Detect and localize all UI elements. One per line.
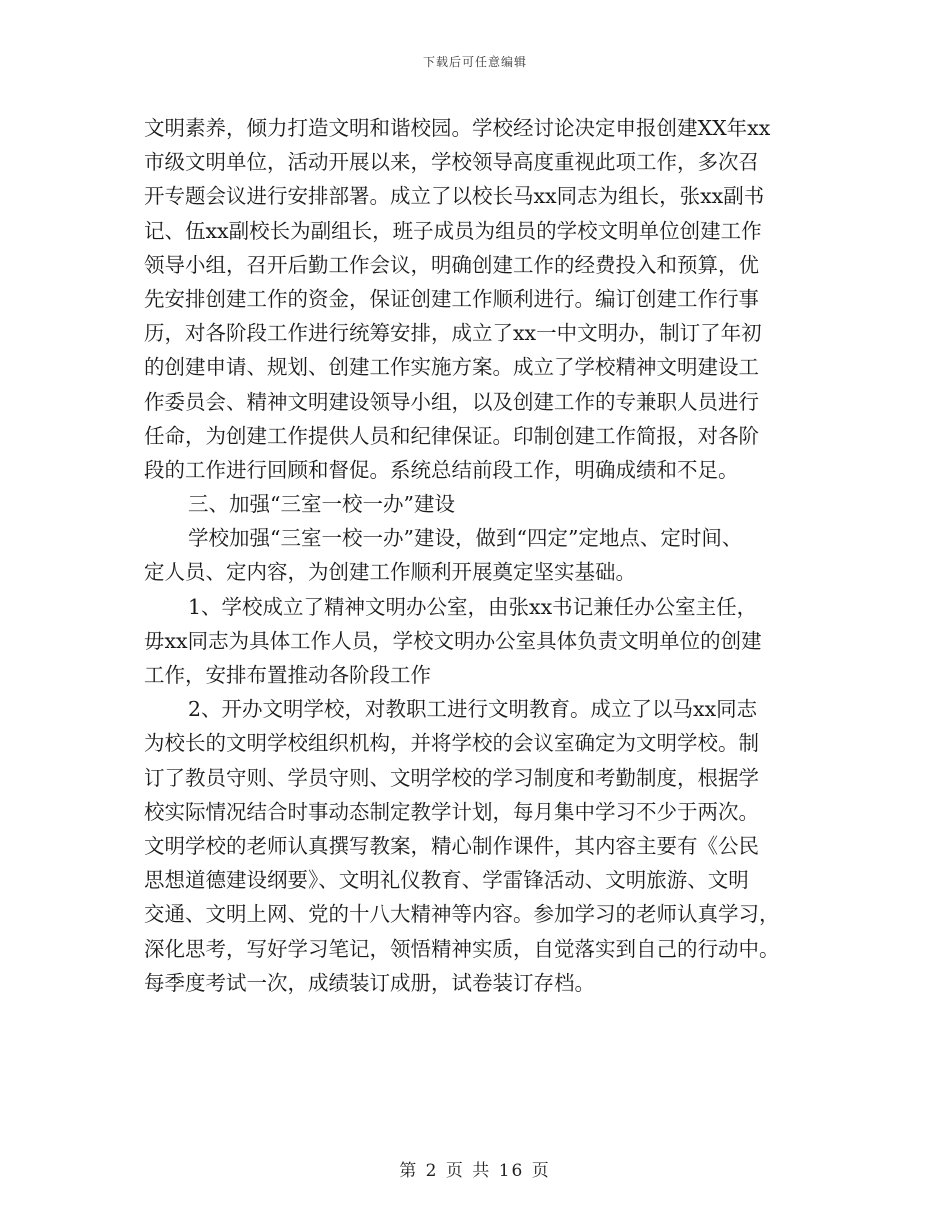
page-number: 第 2 页 共 16 页 xyxy=(399,1161,551,1181)
text-line: 段的工作进行回顾和督促。系统总结前段工作，明确成绩和不足。 xyxy=(144,457,739,482)
text-line: 为校长的文明学校组织机构，并将学校的会议室确定为文明学校。制 xyxy=(144,731,759,756)
text-line: 的创建申请、规划、创建工作实施方案。成立了学校精神文明建设工 xyxy=(144,355,759,380)
text-line: 每季度考试一次，成绩装订成册，试卷装订存档。 xyxy=(144,970,595,995)
text-line: 记、伍xx副校长为副组长，班子成员为组员的学校文明单位创建工作 xyxy=(144,218,762,243)
text-line: 领导小组，召开后勤工作会议，明确创建工作的经费投入和预算，优 xyxy=(144,252,759,277)
text-line: 深化思考，写好学习笔记，领悟精神实质，自觉落实到自己的行动中。 xyxy=(144,936,780,961)
document-body xyxy=(144,111,812,1000)
text-line: 文明素养，倾力打造文明和谐校园。学校经讨论决定申报创建XX年xx xyxy=(144,116,771,140)
text-line: 市级文明单位，活动开展以来，学校领导高度重视此项工作，多次召 xyxy=(144,150,759,175)
text-line: 定人员、定内容，为创建工作顺利开展奠定坚实基础。 xyxy=(144,560,636,585)
header-note: 下载后可任意编辑 xyxy=(422,55,527,69)
text-line: 交通、文明上网、党的十八大精神等内容。参加学习的老师认真学习， xyxy=(144,902,780,927)
text-line: 任命，为创建工作提供人员和纪律保证。印制创建工作简报，对各阶 xyxy=(144,423,759,448)
text-line: 1、学校成立了精神文明办公室，由张xx书记兼任办公室主任， xyxy=(188,594,758,619)
text-line: 2、开办文明学校，对教职工进行文明教育。成立了以马xx同志 xyxy=(188,697,758,722)
text-line: 历，对各阶段工作进行统筹安排，成立了xx一中文明办，制订了年初 xyxy=(144,321,762,346)
text-line: 先安排创建工作的资金，保证创建工作顺利进行。编订创建工作行事 xyxy=(144,286,759,311)
text-line: 思想道德建设纲要》、文明礼仪教育、学雷锋活动、文明旅游、文明 xyxy=(144,868,749,893)
text-line: 开专题会议进行安排部署。成立了以校长马xx同志为组长，张xx副书 xyxy=(144,184,765,209)
text-line: 工作，安排布置推动各阶段工作 xyxy=(144,663,431,687)
text-line: 文明学校的老师认真撰写教案，精心制作课件，其内容主要有《公民 xyxy=(144,833,759,858)
text-line: 毋xx同志为具体工作人员，学校文明办公室具体负责文明单位的创建 xyxy=(144,628,762,653)
text-line: 作委员会、精神文明建设领导小组，以及创建工作的专兼职人员进行 xyxy=(144,389,759,414)
text-line: 三、加强“三室一校一办”建设 xyxy=(188,492,455,517)
text-line: 订了教员守则、学员守则、文明学校的学习制度和考勤制度，根据学 xyxy=(144,765,759,790)
text-line: 校实际情况结合时事动态制定教学计划，每月集中学习不少于两次。 xyxy=(144,799,759,824)
text-line: 学校加强“三室一校一办”建设，做到“四定”定地点、定时间、 xyxy=(188,526,743,551)
